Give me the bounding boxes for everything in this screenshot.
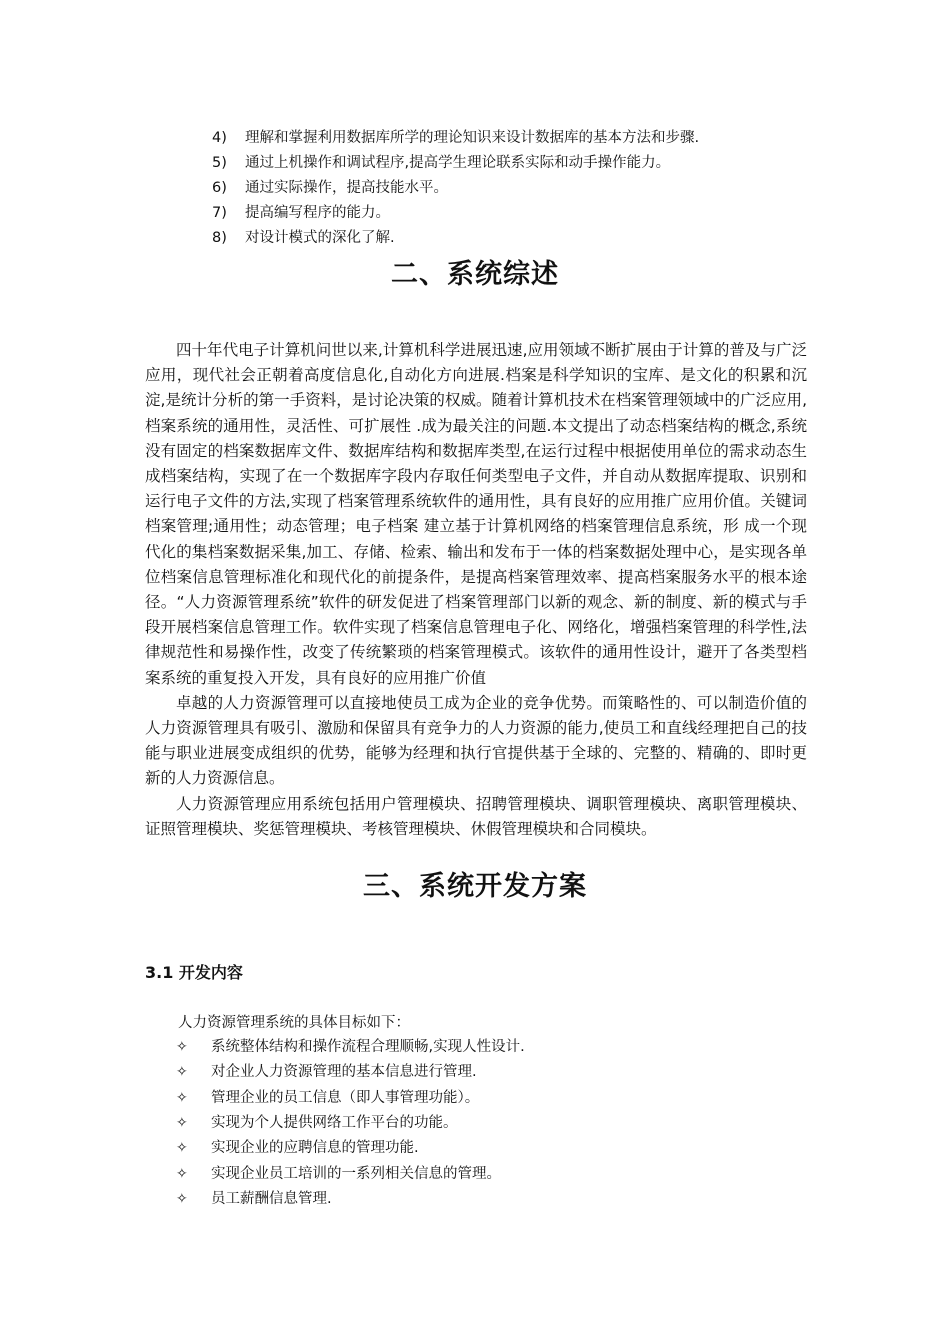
list-item xyxy=(176,1187,776,1212)
list-item-number: 8) xyxy=(212,230,227,246)
goal-text: 实现企业员工培训的一系列相关信息的管理。 xyxy=(211,1165,501,1182)
goal-text: 管理企业的员工信息（即人事管理功能）。 xyxy=(211,1089,480,1106)
list-item-number: 5) xyxy=(212,155,227,171)
list-item-text: 提高编写程序的能力。 xyxy=(245,205,390,221)
list-item-text: 对设计模式的深化了解. xyxy=(245,230,395,246)
list-item-number: 6) xyxy=(212,180,227,196)
subsection-heading: 3.1 开发内容 xyxy=(145,963,243,982)
list-item xyxy=(212,176,812,201)
list-item xyxy=(212,201,812,226)
list-item xyxy=(176,1086,776,1111)
section-2-heading: 二、系统综述 xyxy=(391,259,559,290)
list-item xyxy=(176,1060,776,1085)
goal-text: 系统整体结构和操作流程合理顺畅,实现人性设计. xyxy=(211,1039,525,1056)
list-item xyxy=(176,1161,776,1186)
list-item-number: 7) xyxy=(212,205,227,221)
diamond-bullet-icon: ✧ xyxy=(176,1064,188,1081)
list-item xyxy=(176,1111,776,1136)
paragraph: 四十年代电子计算机问世以来,计算机科学进展迅速,应用领域不断扩展由于计算的普及与广泛应用，现代社会正朝着高度信息化,自动化方向进展.档案是科学知识的宝库、是文化的积累和沉淀,是统计分析的第一手资料，是讨论决策的权威。随着计算机技术在档案管理领域中的广泛应用,档案系统的通用性，灵活性、可扩展性 .成为最关注的问题.本文提出了动态档案结构的概念,系统没有固定的档案数据库文件、数据库结构和数据库类型,在运行过程中根据使用单位的需求动态生成档案结构，实现了在一个数据库字段内存取任何类型电子文件，并自动从数据库提取、识别和运行电子文件的方法,实现了档案管理系统软件的通用性，具有良好的应用推广应用价值。关键词档案管理;通用性；动态管理；电子档案 建立基于计算机网络的档案管理信息系统，形 成一个现代化的集档案数据采集,加工、存储、检索、输出和发布于一体的档案数据处理中心，是实现各单位档案信息管理标准化和现代化的前提条件，是提高档案管理效率、提高档案服务水平的根本途径。“人力资源管理系统”软件的研发促进了档案管理部门以新的观念、新的制度、新的模式与手段开展档案信息管理工作。软件实现了档案信息管理电子化、网络化，增强档案管理的科学性,法律规范性和易操作性，改变了传统繁琐的档案管理模式。该软件的通用性设计，避开了各类型档案系统的重复投入开发，具有良好的应用推广价值 xyxy=(145,341,807,687)
goal-text: 实现企业的应聘信息的管理功能. xyxy=(211,1140,419,1157)
diamond-bullet-icon: ✧ xyxy=(176,1039,188,1056)
diamond-bullet-icon: ✧ xyxy=(176,1165,188,1182)
list-item xyxy=(212,151,812,176)
goal-text: 对企业人力资源管理的基本信息进行管理. xyxy=(211,1064,477,1081)
section-3-heading: 三、系统开发方案 xyxy=(363,871,587,902)
diamond-bullet-icon: ✧ xyxy=(176,1140,188,1157)
goal-list xyxy=(176,1035,776,1212)
goal-text: 实现为个人提供网络工作平台的功能。 xyxy=(211,1115,458,1132)
list-item xyxy=(212,226,812,251)
list-item xyxy=(212,126,812,151)
paragraph: 卓越的人力资源管理可以直接地使员工成为企业的竞争优势。而策略性的、可以制造价值的人力资源管理具有吸引、激励和保留具有竞争力的人力资源的能力,使员工和直线经理把自己的技能与职业进展变成组织的优势，能够为经理和执行官提供基于全球的、完整的、精确的、即时更新的人力资源信息。 xyxy=(145,693,807,788)
list-item-number: 4) xyxy=(212,130,227,146)
goals-intro: 人力资源管理系统的具体目标如下： xyxy=(178,1015,410,1031)
list-item xyxy=(176,1035,776,1060)
list-item-text: 理解和掌握利用数据库所学的理论知识来设计数据库的基本方法和步骤. xyxy=(245,130,700,146)
list-item xyxy=(176,1136,776,1161)
numbered-list xyxy=(212,126,812,251)
diamond-bullet-icon: ✧ xyxy=(176,1115,188,1132)
paragraph: 人力资源管理应用系统包括用户管理模块、招聘管理模块、调职管理模块、离职管理模块、证照管理模块、奖惩管理模块、考核管理模块、休假管理模块和合同模块。 xyxy=(145,794,807,838)
goal-text: 员工薪酬信息管理. xyxy=(211,1190,332,1207)
list-item-text: 通过上机操作和调试程序,提高学生理论联系实际和动手操作能力。 xyxy=(245,155,671,171)
section-2-body xyxy=(145,338,807,842)
list-item-text: 通过实际操作，提高技能水平。 xyxy=(245,180,448,196)
diamond-bullet-icon: ✧ xyxy=(176,1089,188,1106)
diamond-bullet-icon: ✧ xyxy=(176,1190,188,1207)
